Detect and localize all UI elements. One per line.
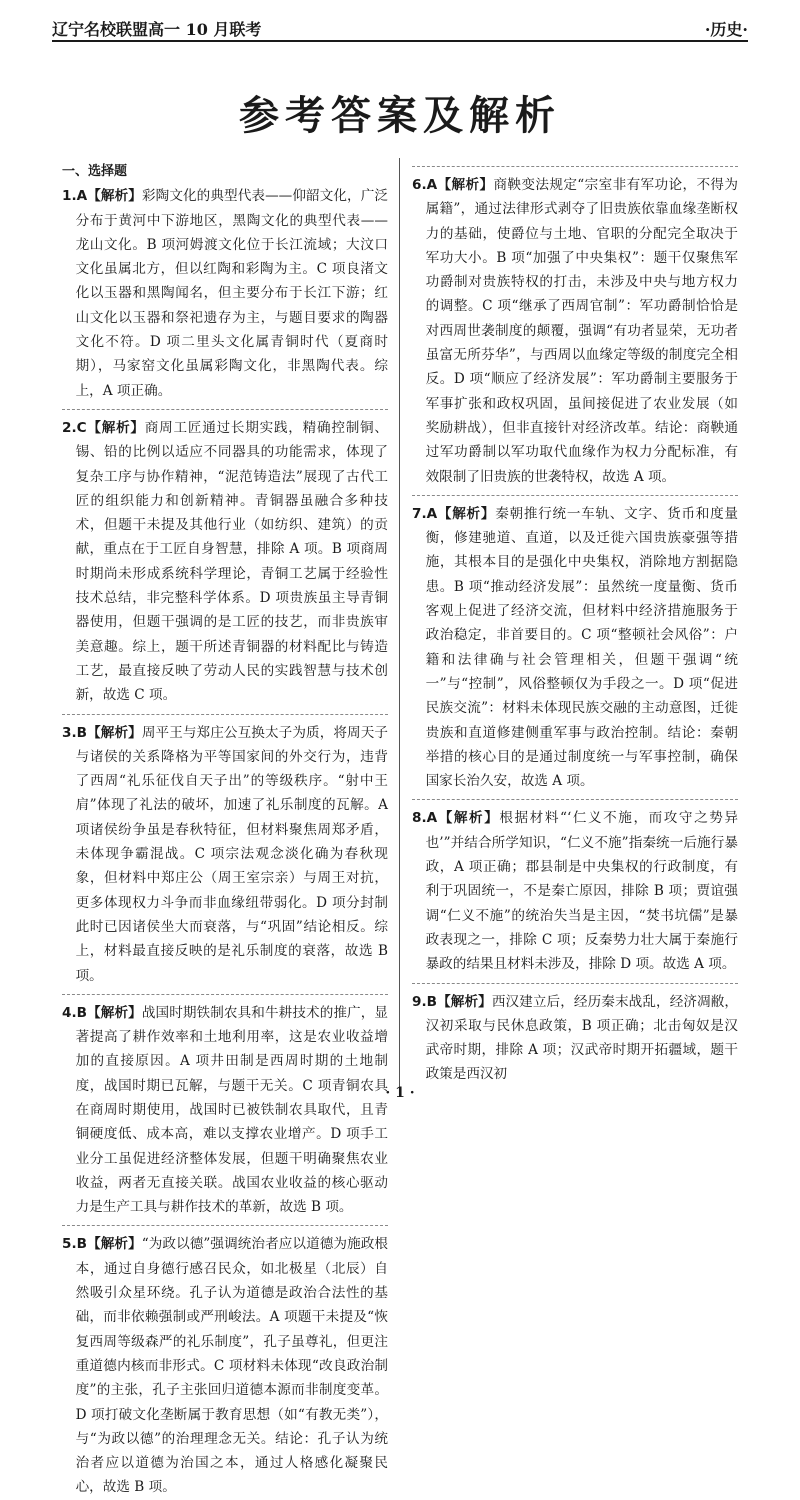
- answer-item-1: 1.A【解析】彩陶文化的典型代表——仰韶文化，广泛分布于黄河中下游地区，黑陶文化的典型代表——龙山文化。B 项河姆渡文化位于长江流域；大汶口文化虽属北方，但以红陶和彩陶为主。C 项良渚文化以玉器和黑陶闻名，但主要分布于长江下游；红山文化以玉器和祭祀遗存为主，与题目要求的陶器文化不符。D 项二里头文化属青铜时代（夏商时期），马家窑文化虽属彩陶文化，非黑陶代表。综上，A 项正确。: [62, 188, 389, 399]
- answer-item-7: 7.A【解析】秦朝推行统一车轨、文字、货币和度量衡，修建驰道、直道，以及迁徙六国贵族豪强等措施，其根本目的是强化中央集权，消除地方割据隐患。B 项“推动经济发展”：虽然统一度量衡、货币客观上促进了经济交流，但材料中经济措施服务于政治稳定，非首要目的。C 项“整顿社会风俗”：户籍和法律确与社会管理相关，但题干强调“统一”与“控制”，风俗整顿仅为手段之一。D 项“促进民族交流”：材料未体现民族交融的主动意图，迁徙贵族和直道修建侧重军事与政治控制。结论：秦朝举措的核心目的是通过制度统一与军事控制，确保国家长治久安，故选 A 项。: [412, 505, 739, 790]
- page-number: · 1 ·: [385, 1085, 415, 1101]
- left-column: [62, 160, 389, 1496]
- item-separator: [412, 166, 738, 167]
- answer-item-4: 4.B【解析】战国时期铁制农具和牛耕技术的推广，显著提高了耕作效率和土地利用率，这是农业收益增加的直接原因。A 项井田制是西周时期的土地制度，战国时期已瓦解，与题干无关。C 项青铜农具在商周时期使用，战国时已被铁制农具取代，且青铜硬度低、成本高，难以支撑农业增产。D 项手工业分工虽促进经济整体发展，但题干明确聚焦农业收益，两者无直接关联。战国农业收益的核心驱动力是生产工具与耕作技术的革新，故选 B 项。: [62, 1004, 389, 1216]
- item-separator: [62, 714, 388, 715]
- item-separator: [62, 1225, 388, 1226]
- answer-item-6: 6.A【解析】商鞅变法规定“宗室非有军功论，不得为属籍”，通过法律形式剥夺了旧贵族依靠血缘垄断权力的基础，使爵位与土地、官职的分配完全取决于军功大小。B 项“加强了中央集权”：题干仅聚焦军功爵制对贵族特权的打击，未涉及中央与地方权力的调整。C 项“继承了西周官制”：军功爵制恰恰是对西周世袭制度的颠覆，强调“有功者显荣，无功者虽富无所芬华”，与西周以血缘定等级的制度完全相反。D 项“顺应了经济发展”：军功爵制主要服务于军事扩张和政权巩固，虽间接促进了农业发展（如奖励耕战），但非直接针对经济改革。结论：商鞅通过军功爵制以军功取代血缘作为权力分配标准，有效限制了旧贵族的世袭特权，故选 A 项。: [412, 177, 739, 485]
- item-separator: [412, 799, 738, 800]
- item-separator: [62, 994, 388, 995]
- right-column: [412, 160, 738, 1100]
- item-separator: [62, 409, 388, 410]
- section-heading: 一、选择题: [62, 164, 128, 179]
- exam-name: 辽宁名校联盟高一 10 月联考: [52, 20, 262, 39]
- answer-item-8: 8.A【解析】根据材料“‘仁义不施，而攻守之势异也’”并结合所学知识，“仁义不施”指秦统一后施行暴政，A 项正确；郡县制是中央集权的行政制度，有利于巩固统一，不是秦亡原因，排除 B 项；贾谊强调“仁义不施”的统治失当是主因，“焚书坑儒”是暴政表现之一，排除 C 项；反秦势力壮大属于秦施行暴政的结果且材料未涉及，排除 D 项。故选 A 项。: [412, 810, 738, 973]
- column-divider: [399, 158, 400, 1088]
- subject-label: ·历史·: [704, 20, 748, 39]
- answer-item-2: 2.C【解析】商周工匠通过长期实践，精确控制铜、锡、铅的比例以适应不同器具的功能需求，体现了复杂工序与协作精神，“泥范铸造法”展现了古代工匠的组织能力和创新精神。青铜器虽融合多种技术，但题干未提及其他行业（如纺织、建筑）的贡献，重点在于工匠自身智慧，排除 A 项。B 项商周时期尚未形成系统科学理论，青铜工艺属于经验性技术总结，非完整科学体系。D 项贵族虽主导青铜器使用，但题干强调的是工匠的技艺，而非贵族审美意趣。综上，题干所述青铜器的材料配比与铸造工艺，最直接反映了劳动人民的实践智慧与技术创新，故选 C 项。: [62, 419, 389, 704]
- answer-item-9: 9.B【解析】西汉建立后，经历秦末战乱，经济凋敝，汉初采取与民休息政策，B 项正确；北击匈奴是汉武帝时期，排除 A 项；汉武帝时期开拓疆域，题干政策是西汉初: [412, 993, 739, 1083]
- page-title: 参考答案及解析: [239, 93, 561, 139]
- item-separator: [412, 495, 738, 496]
- answer-item-3: 3.B【解析】周平王与郑庄公互换太子为质，将周天子与诸侯的关系降格为平等国家间的外交行为，违背了西周“礼乐征伐自天子出”的等级秩序。“射中王肩”体现了礼法的破坏，加速了礼乐制度的瓦解。A 项诸侯纷争虽是春秋特征，但材料聚焦周郑矛盾，未体现争霸混战。C 项宗法观念淡化确为春秋现象，但材料中郑庄公（周王室宗亲）与周王对抗，更多体现权力斗争而非血缘纽带弱化。D 项分封制此时已因诸侯坐大而衰落，与“巩固”结论相反。综上，材料最直接反映的是礼乐制度的衰落，故选 B 项。: [62, 724, 389, 984]
- item-separator: [412, 983, 738, 984]
- page-header: [52, 14, 748, 42]
- answer-item-5: 5.B【解析】“为政以德”强调统治者应以道德为施政根本，通过自身德行感召民众，如北极星（北辰）自然吸引众星环绕。孔子认为道德是政治合法性的基础，而非依赖强制或严刑峻法。A 项题干未提及“恢复西周等级森严的礼乐制度”，孔子虽尊礼，但更注重道德内核而非形式。C 项材料未体现“改良政治制度”的主张，孔子主张回归道德本源而非制度变革。D 项打破文化垄断属于教育思想（如“有教无类”），与“为政以德”的治理理念无关。结论：孔子认为统治者应以道德为治国之本，通过人格感化凝聚民心，故选 B 项。: [62, 1236, 388, 1496]
